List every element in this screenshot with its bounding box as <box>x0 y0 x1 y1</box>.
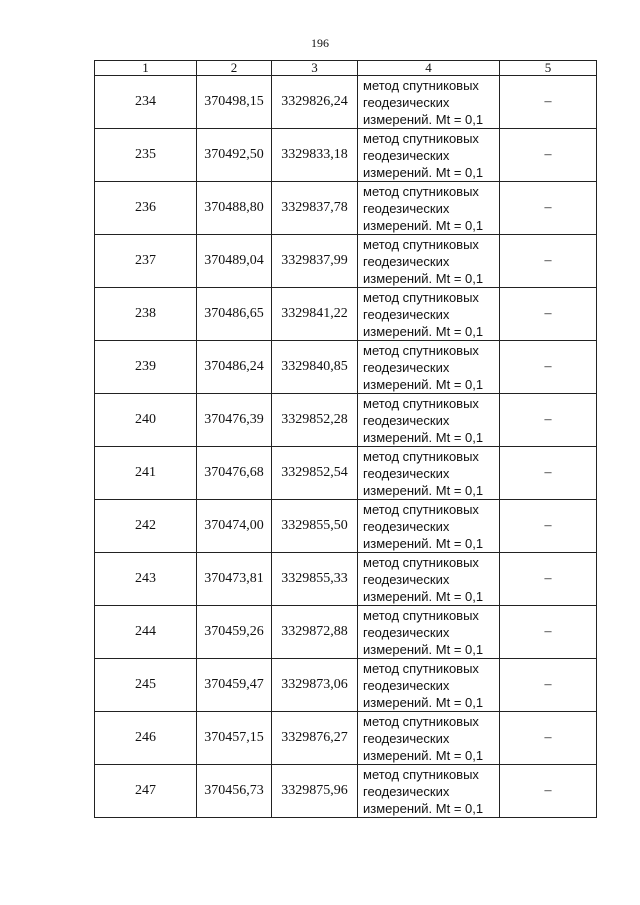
method-line: измерений. Mt = 0,1 <box>363 376 484 392</box>
table-row <box>95 76 597 129</box>
method-line: геодезических <box>363 677 450 693</box>
table-row <box>95 553 597 606</box>
point-number-cell: 246 <box>95 712 197 765</box>
method-line: геодезических <box>363 783 450 799</box>
column-header-3: 3 <box>272 61 358 76</box>
table-row <box>95 712 597 765</box>
method-line: измерений. Mt = 0,1 <box>363 429 484 445</box>
table-row <box>95 765 597 818</box>
method-cell <box>358 659 500 712</box>
coordinates-table <box>94 60 597 818</box>
x-coordinate-cell: 370476,68 <box>197 447 272 500</box>
method-line: геодезических <box>363 412 450 428</box>
method-line: метод спутниковых <box>363 660 479 676</box>
note-cell: – <box>500 394 597 447</box>
y-coordinate-cell: 3329837,99 <box>272 235 358 288</box>
column-header-5: 5 <box>500 61 597 76</box>
y-coordinate-cell: 3329873,06 <box>272 659 358 712</box>
method-line: метод спутниковых <box>363 289 479 305</box>
y-coordinate-cell: 3329852,28 <box>272 394 358 447</box>
point-number-cell: 241 <box>95 447 197 500</box>
note-cell: – <box>500 712 597 765</box>
note-cell: – <box>500 606 597 659</box>
method-line: геодезических <box>363 94 450 110</box>
point-number-cell: 245 <box>95 659 197 712</box>
x-coordinate-cell: 370498,15 <box>197 76 272 129</box>
method-line: геодезических <box>363 253 450 269</box>
table-row <box>95 288 597 341</box>
method-line: измерений. Mt = 0,1 <box>363 111 484 127</box>
table-row <box>95 235 597 288</box>
method-line: метод спутниковых <box>363 130 479 146</box>
method-cell <box>358 235 500 288</box>
method-cell <box>358 765 500 818</box>
column-header-1: 1 <box>95 61 197 76</box>
method-line: метод спутниковых <box>363 342 479 358</box>
table-row <box>95 341 597 394</box>
table-row <box>95 182 597 235</box>
method-cell <box>358 606 500 659</box>
method-line: геодезических <box>363 147 450 163</box>
point-number-cell: 236 <box>95 182 197 235</box>
method-line: метод спутниковых <box>363 607 479 623</box>
table-row <box>95 500 597 553</box>
method-line: геодезических <box>363 200 450 216</box>
method-line: геодезических <box>363 359 450 375</box>
method-line: метод спутниковых <box>363 766 479 782</box>
method-line: измерений. Mt = 0,1 <box>363 641 484 657</box>
method-line: измерений. Mt = 0,1 <box>363 217 484 233</box>
x-coordinate-cell: 370476,39 <box>197 394 272 447</box>
method-line: метод спутниковых <box>363 236 479 252</box>
method-line: измерений. Mt = 0,1 <box>363 800 484 816</box>
x-coordinate-cell: 370457,15 <box>197 712 272 765</box>
method-cell <box>358 182 500 235</box>
x-coordinate-cell: 370459,47 <box>197 659 272 712</box>
method-line: геодезических <box>363 730 450 746</box>
table-row <box>95 129 597 182</box>
point-number-cell: 235 <box>95 129 197 182</box>
note-cell: – <box>500 288 597 341</box>
table-row <box>95 606 597 659</box>
method-line: геодезических <box>363 465 450 481</box>
method-cell <box>358 447 500 500</box>
y-coordinate-cell: 3329837,78 <box>272 182 358 235</box>
point-number-cell: 237 <box>95 235 197 288</box>
table-row <box>95 659 597 712</box>
x-coordinate-cell: 370473,81 <box>197 553 272 606</box>
point-number-cell: 239 <box>95 341 197 394</box>
x-coordinate-cell: 370489,04 <box>197 235 272 288</box>
method-line: метод спутниковых <box>363 554 479 570</box>
note-cell: – <box>500 76 597 129</box>
note-cell: – <box>500 765 597 818</box>
y-coordinate-cell: 3329826,24 <box>272 76 358 129</box>
x-coordinate-cell: 370488,80 <box>197 182 272 235</box>
column-header-2: 2 <box>197 61 272 76</box>
note-cell: – <box>500 500 597 553</box>
y-coordinate-cell: 3329833,18 <box>272 129 358 182</box>
method-line: метод спутниковых <box>363 448 479 464</box>
method-line: геодезических <box>363 571 450 587</box>
method-cell <box>358 288 500 341</box>
method-line: измерений. Mt = 0,1 <box>363 535 484 551</box>
note-cell: – <box>500 182 597 235</box>
y-coordinate-cell: 3329852,54 <box>272 447 358 500</box>
y-coordinate-cell: 3329855,50 <box>272 500 358 553</box>
method-line: геодезических <box>363 306 450 322</box>
method-line: измерений. Mt = 0,1 <box>363 482 484 498</box>
method-line: измерений. Mt = 0,1 <box>363 588 484 604</box>
method-line: метод спутниковых <box>363 501 479 517</box>
table-row <box>95 447 597 500</box>
note-cell: – <box>500 129 597 182</box>
note-cell: – <box>500 235 597 288</box>
method-line: метод спутниковых <box>363 713 479 729</box>
method-line: метод спутниковых <box>363 183 479 199</box>
point-number-cell: 242 <box>95 500 197 553</box>
method-line: геодезических <box>363 518 450 534</box>
method-cell <box>358 394 500 447</box>
table-header-row <box>95 61 597 76</box>
y-coordinate-cell: 3329875,96 <box>272 765 358 818</box>
method-cell <box>358 500 500 553</box>
point-number-cell: 238 <box>95 288 197 341</box>
note-cell: – <box>500 553 597 606</box>
method-line: измерений. Mt = 0,1 <box>363 747 484 763</box>
point-number-cell: 247 <box>95 765 197 818</box>
x-coordinate-cell: 370486,65 <box>197 288 272 341</box>
page-number: 196 <box>311 36 329 50</box>
note-cell: – <box>500 341 597 394</box>
y-coordinate-cell: 3329872,88 <box>272 606 358 659</box>
y-coordinate-cell: 3329841,22 <box>272 288 358 341</box>
y-coordinate-cell: 3329840,85 <box>272 341 358 394</box>
method-cell <box>358 76 500 129</box>
x-coordinate-cell: 370474,00 <box>197 500 272 553</box>
method-line: метод спутниковых <box>363 77 479 93</box>
method-line: измерений. Mt = 0,1 <box>363 694 484 710</box>
table-row <box>95 394 597 447</box>
point-number-cell: 244 <box>95 606 197 659</box>
x-coordinate-cell: 370486,24 <box>197 341 272 394</box>
note-cell: – <box>500 447 597 500</box>
method-cell <box>358 341 500 394</box>
note-cell: – <box>500 659 597 712</box>
method-cell <box>358 129 500 182</box>
method-line: измерений. Mt = 0,1 <box>363 164 484 180</box>
point-number-cell: 240 <box>95 394 197 447</box>
method-line: измерений. Mt = 0,1 <box>363 323 484 339</box>
method-line: метод спутниковых <box>363 395 479 411</box>
table-body <box>95 76 597 818</box>
x-coordinate-cell: 370492,50 <box>197 129 272 182</box>
x-coordinate-cell: 370456,73 <box>197 765 272 818</box>
method-line: геодезических <box>363 624 450 640</box>
method-line: измерений. Mt = 0,1 <box>363 270 484 286</box>
method-cell <box>358 553 500 606</box>
y-coordinate-cell: 3329855,33 <box>272 553 358 606</box>
column-header-4: 4 <box>358 61 500 76</box>
method-cell <box>358 712 500 765</box>
point-number-cell: 234 <box>95 76 197 129</box>
y-coordinate-cell: 3329876,27 <box>272 712 358 765</box>
point-number-cell: 243 <box>95 553 197 606</box>
x-coordinate-cell: 370459,26 <box>197 606 272 659</box>
